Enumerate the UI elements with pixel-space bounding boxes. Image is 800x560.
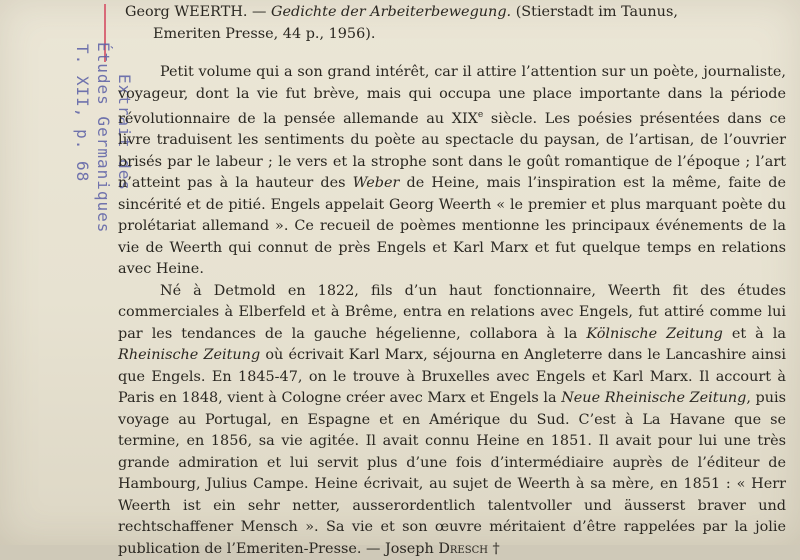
p2-text-d: , puis voyage au Portugal, en Espagne et en Amérique du Sud. C’est à La Havane que se termine, en 1856, sa vie agitée. Il avait connu Heine en 1851. Il avait pour lui une très grande admiration et lui servit plus d’une fois d’intermédiaire auprès de l’éditeur de Hambourg, Julius Campe. Heine écrivait, au sujet de Weerth à sa mère, en 1851 : « Herr Weerth ist ein sehr netter, ausserordentlich talentvoller und äusserst braver und rechtschaffener Mensch ». Sa vie et son œuvre méritaient d’être rappelées par la jolie publication de l’Emeriten-Presse. — Joseph	[118, 390, 786, 557]
bibliographic-reference	[118, 2, 786, 45]
p1-century: XIX	[451, 110, 478, 127]
book-title: Gedichte der Arbeiterbewegung.	[271, 4, 512, 20]
p2-text-a: Né à Detmold en 1822, fils d’un haut fonctionnaire, Weerth fit des études commerciales à Elberfeld et à Brême, entra en relations avec Engels, fut attiré comme lui par les tendances de la gauche hégelienne, collabora à la	[118, 282, 786, 342]
publication-info-2: Emeriten Presse, 44 p., 1956).	[153, 25, 376, 42]
p1-text-b: siècle. Les poésies présentées dans ce livre traduisent les sentiments du poète au spectacle du paysan, de l’artisan, de l’ouvrier brisés par le labeur ; le vers et la strophe sont dans le goût romantique de l’époque ; l’art n’atteint pas à la hauteur des	[118, 110, 786, 192]
paragraph-1	[118, 62, 786, 281]
header-dash: . —	[242, 4, 267, 20]
p2-text-c: où écrivait Karl Marx, séjourna en Angleterre dans le Lancashire ainsi que Engels. En 1845-47, on le trouve à Bruxelles avec Engels et Karl Marx. Il accourt à Paris en 1848, vient à Cologne créer avec Marx et Engels la	[118, 347, 786, 407]
p2-neue-rheinische-zeitung: Neue Rheinische Zeitung	[561, 390, 747, 407]
p2-kolnische-zeitung: Kölnische Zeitung	[586, 325, 723, 342]
paragraph-2	[118, 281, 786, 560]
p1-century-sup: e	[477, 110, 484, 120]
author-last-name: WEERTH	[174, 4, 243, 20]
stamp-line-1: Extrait des	[115, 74, 134, 191]
p2-rheinische-zeitung: Rheinische Zeitung	[118, 347, 261, 364]
dagger-mark: †	[492, 540, 500, 557]
publication-info-1: (Stierstadt im Taunus,	[515, 4, 678, 20]
reviewer-signature: Dresch	[438, 540, 488, 557]
p1-text-c: de Heine, mais l’inspiration est la même, faite de sincérité et de pitié. Engels appelait Georg Weerth « le premier et plus marquant poète du prolétariat allemand ». Ce recueil de poèmes mentionne les principaux événements de la vie de Weerth qui connut de près Engels et Karl Marx et fut quelque temps en relations avec Heine.	[118, 175, 787, 278]
p1-weber-title: Weber	[352, 175, 400, 192]
author-first-name: Georg	[125, 4, 170, 20]
p1-text-a: Petit volume qui a son grand intérêt, car il attire l’attention sur un poète, journaliste, voyageur, dont la vie fut brève, mais qui occupa une place importante dans la période révolutionnaire de la pensée allemande au	[118, 64, 786, 127]
p2-text-b: et à la	[722, 325, 786, 342]
review-text	[118, 2, 786, 560]
stamp-line-3: T. XII, p. 68	[73, 44, 92, 183]
stamp-line-2: Études Germaniques	[94, 42, 113, 234]
